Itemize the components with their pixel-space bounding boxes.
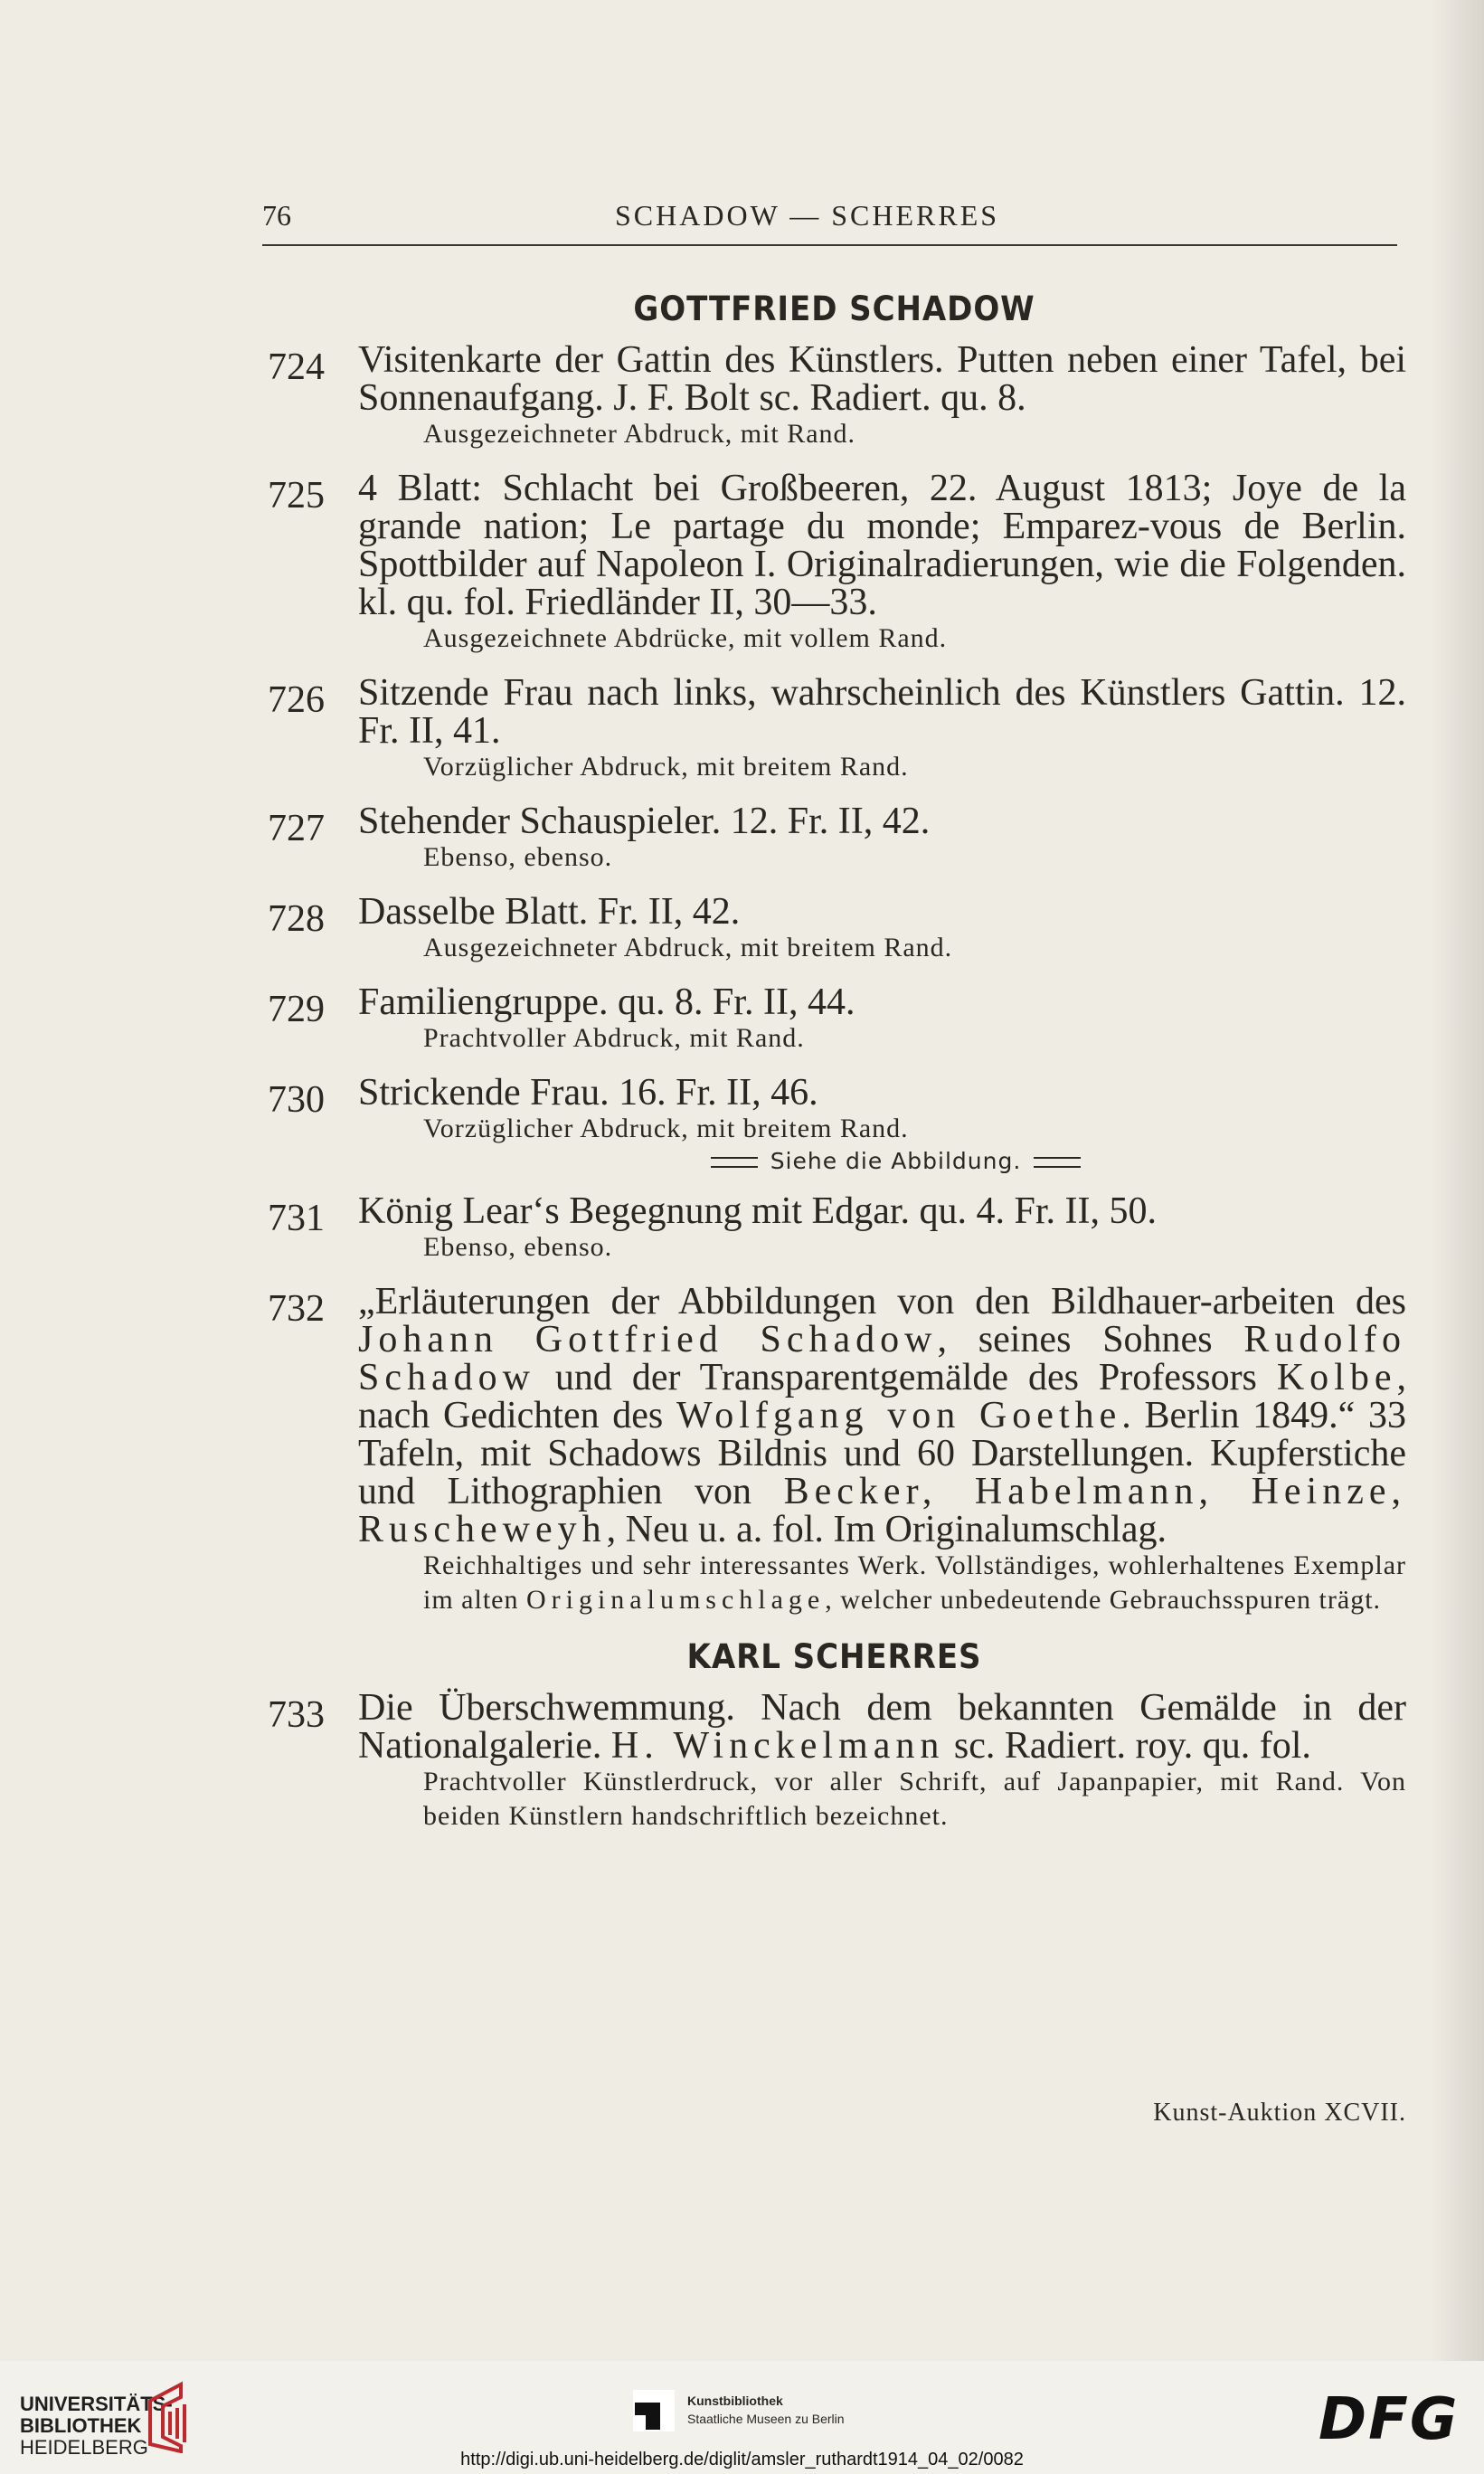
lot-number: 725 bbox=[268, 475, 325, 517]
lot-description: Sitzende Frau nach links, wahrscheinlich des Künstlers Gattin. 12. Fr. II, 41. bbox=[358, 672, 1406, 752]
ub-heidelberg-logo-icon[interactable] bbox=[145, 2381, 204, 2453]
text-part: „Erläuterungen der Abbildungen von den Bildhauer-arbeiten des bbox=[358, 1281, 1406, 1322]
text-part: Die Überschwemmung. Nach dem bekannten Gemälde in der Nationalgalerie. bbox=[358, 1687, 1406, 1767]
section-title-schadow: GOTTFRIED SCHADOW bbox=[633, 289, 1035, 328]
lot-number: 724 bbox=[268, 346, 325, 388]
lot-description: Dasselbe Blatt. Fr. II, 42. bbox=[358, 891, 741, 933]
see-illustration-note bbox=[358, 1148, 1406, 1174]
lot-condition-note: Ausgezeichnete Abdrücke, mit vollem Rand. bbox=[423, 623, 948, 653]
lot-description: Visitenkarte der Gattin des Künstlers. Putten neben einer Tafel, bei Sonnenaufgang. J. F. Bolt sc. Radiert. qu. 8. bbox=[358, 339, 1406, 419]
lot-726 bbox=[262, 674, 1406, 784]
lot-725 bbox=[262, 469, 1406, 656]
text-part: und der Transparentgemälde des Professors bbox=[534, 1357, 1277, 1398]
kb-line-2: Staatliche Museen zu Berlin bbox=[687, 2412, 845, 2426]
lot-number: 730 bbox=[268, 1079, 325, 1121]
catalog-content bbox=[262, 289, 1406, 1852]
ub-line-3: HEIDELBERG bbox=[20, 2436, 148, 2459]
page-number: 76 bbox=[262, 199, 291, 232]
text-part: , welcher unbedeutende Gebrauchsspuren trägt. bbox=[825, 1585, 1382, 1615]
lot-description bbox=[358, 1283, 1406, 1549]
artist-name: Wolfgang von Goethe bbox=[676, 1395, 1122, 1436]
artist-name: Becker, Habelmann, Heinze, Ruscheweyh bbox=[358, 1471, 1407, 1550]
lot-number: 728 bbox=[268, 898, 325, 940]
lot-description bbox=[358, 1689, 1406, 1765]
text-part: Reichhaltiges und sehr interessantes Werk. Vollständiges, wohlerhaltenes Exemplar im alten bbox=[423, 1550, 1406, 1615]
lot-733 bbox=[262, 1689, 1406, 1834]
digitization-footer bbox=[0, 2361, 1484, 2474]
lot-condition-note: Ausgezeichneter Abdruck, mit Rand. bbox=[423, 419, 856, 449]
lot-730 bbox=[262, 1074, 1406, 1174]
lot-number: 727 bbox=[268, 808, 325, 849]
lot-condition-note: Ausgezeichneter Abdruck, mit breitem Rand. bbox=[423, 933, 953, 962]
lot-732 bbox=[262, 1283, 1406, 1617]
lot-description: Familiengruppe. qu. 8. Fr. II, 44. bbox=[358, 981, 855, 1023]
lot-description: 4 Blatt: Schlacht bei Großbeeren, 22. August 1813; Joye de la grande nation; Le partage du monde; Emparez-vous de Berlin. Spottbilder auf Napoleon I. Originalradierungen, wie die Folgenden. kl. qu. fol. Friedländer II, 30—33. bbox=[358, 468, 1406, 623]
kunstbibliothek-logo-icon[interactable] bbox=[633, 2390, 675, 2431]
lot-condition-note bbox=[358, 1549, 1406, 1617]
double-rule-left bbox=[711, 1157, 758, 1168]
lot-description: Stehender Schauspieler. 12. Fr. II, 42. bbox=[358, 801, 931, 842]
lot-731 bbox=[262, 1192, 1406, 1265]
see-illustration-label: Siehe die Abbildung. bbox=[770, 1148, 1022, 1174]
lot-description: Strickende Frau. 16. Fr. II, 46. bbox=[358, 1072, 818, 1114]
lot-number: 729 bbox=[268, 989, 325, 1030]
artist-name: H. Winckelmann bbox=[610, 1725, 945, 1767]
lot-number: 726 bbox=[268, 679, 325, 721]
lot-condition-note: Vorzüglicher Abdruck, mit breitem Rand. bbox=[423, 1114, 909, 1143]
lot-number: 731 bbox=[268, 1198, 325, 1239]
lot-description: König Lear‘s Begegnung mit Edgar. qu. 4. Fr. II, 50. bbox=[358, 1190, 1158, 1232]
catalog-signature: Kunst-Auktion XCVII. bbox=[1153, 2099, 1406, 2127]
artist-name: Johann Gottfried Schadow bbox=[358, 1319, 938, 1360]
lot-729 bbox=[262, 983, 1406, 1056]
lot-number: 733 bbox=[268, 1694, 325, 1736]
lot-condition-note: Vorzüglicher Abdruck, mit breitem Rand. bbox=[423, 752, 909, 782]
page-edge-shadow bbox=[1430, 0, 1484, 2361]
lot-condition-note: Prachtvoller Künstlerdruck, vor aller Schrift, auf Japanpapier, mit Rand. Von beiden Künstlern handschriftlich bezeichnet. bbox=[423, 1767, 1406, 1831]
permalink-url[interactable]: http://digi.ub.uni-heidelberg.de/diglit/amsler_ruthardt1914_04_02/0082 bbox=[460, 2450, 1024, 2469]
lot-724 bbox=[262, 341, 1406, 451]
text-part: . Berlin 1849.“ 33 Tafeln, mit Schadows Bildnis und 60 Darstellungen. Kupferstiche und Lithographien von bbox=[358, 1395, 1407, 1512]
artist-name: Kolbe bbox=[1276, 1357, 1397, 1398]
ub-line-1: UNIVERSITÄTS- bbox=[20, 2393, 173, 2415]
page-header bbox=[262, 194, 1397, 248]
double-rule-right bbox=[1034, 1157, 1081, 1168]
kb-line-1: Kunstbibliothek bbox=[687, 2393, 783, 2408]
dfg-logo[interactable]: DFG bbox=[1319, 2386, 1460, 2453]
lot-condition-note: Ebenso, ebenso. bbox=[423, 1232, 613, 1262]
running-title: SCHADOW — SCHERRES bbox=[615, 199, 1000, 232]
emphasized-text: Originalumschlage bbox=[525, 1585, 826, 1615]
lot-number: 732 bbox=[268, 1288, 325, 1330]
text-part: , nach Gedichten des bbox=[358, 1357, 1406, 1436]
artist-name: Rudolfo Schadow bbox=[358, 1319, 1406, 1398]
lot-condition-note: Prachtvoller Abdruck, mit Rand. bbox=[423, 1023, 805, 1053]
text-part: sc. Radiert. roy. qu. fol. bbox=[944, 1725, 1311, 1767]
header-rule bbox=[262, 244, 1397, 246]
text-part: , Neu u. a. fol. Im Originalumschlag. bbox=[606, 1509, 1167, 1550]
kunstbibliothek-label bbox=[687, 2392, 904, 2428]
section-title-scherres: KARL SCHERRES bbox=[686, 1637, 982, 1676]
ub-line-2: BIBLIOTHEK bbox=[20, 2414, 142, 2437]
text-part: , seines Sohnes bbox=[937, 1319, 1244, 1360]
lot-condition-note: Ebenso, ebenso. bbox=[423, 842, 613, 872]
lot-727 bbox=[262, 802, 1406, 875]
lot-728 bbox=[262, 893, 1406, 965]
